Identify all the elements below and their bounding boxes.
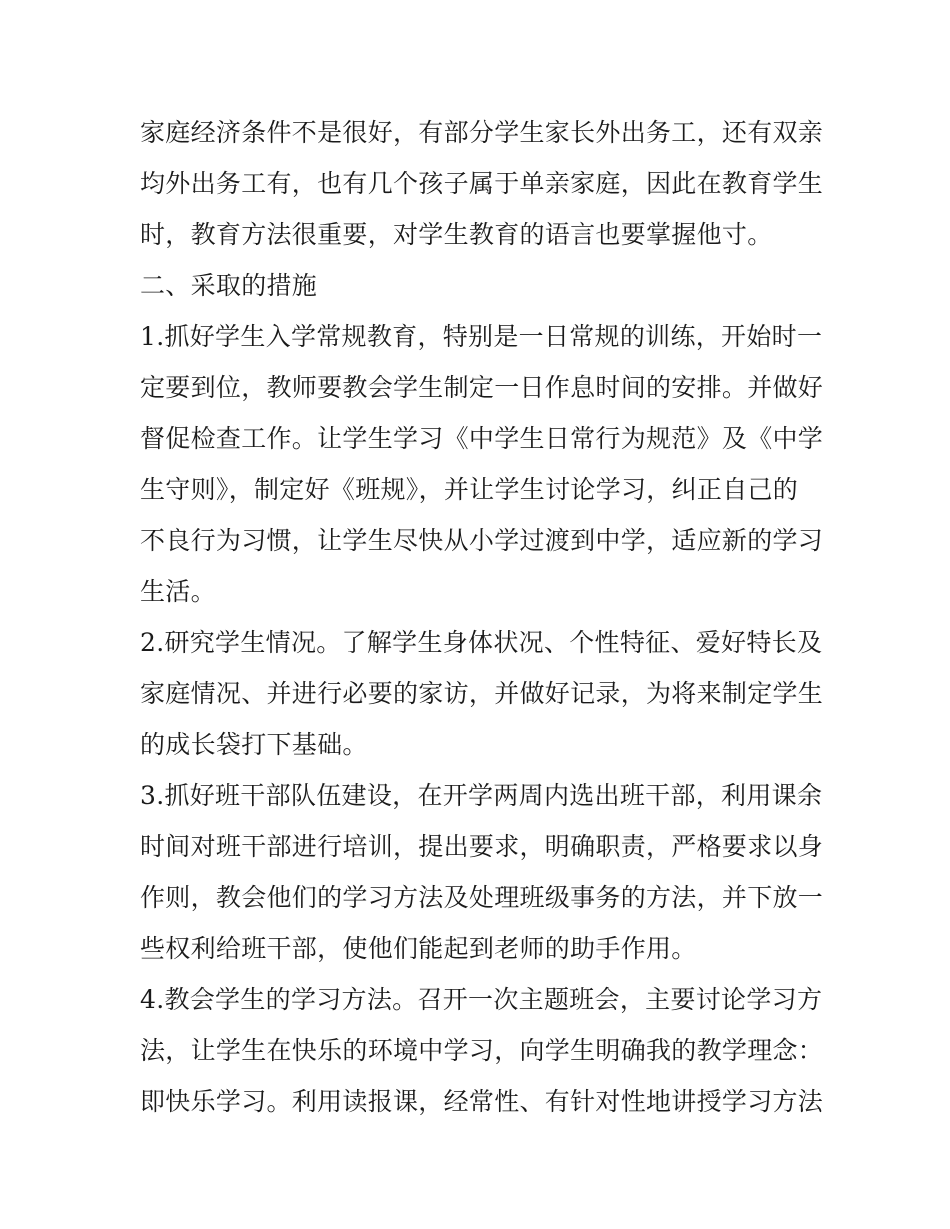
- text-line-13: 的成长袋打下基础。: [140, 730, 368, 759]
- text-line-9: 不良行为习惯，让学生尽快从小学过渡到中学，适应新的学习: [140, 526, 824, 555]
- text-line-1: 家庭经济条件不是很好，有部分学生家长外出务工，还有双亲: [140, 118, 824, 147]
- text-line-8: 生守则》，制定好《班规》，并让学生讨论学习，纠正自己的: [140, 475, 799, 504]
- text-line-16: 作则，教会他们的学习方法及处理班级事务的方法，并下放一: [140, 883, 824, 912]
- text-line-12: 家庭情况、并进行必要的家访，并做好记录，为将来制定学生: [140, 679, 824, 708]
- text-line-14: 3.抓好班干部队伍建设，在开学两周内选出班干部，利用课余: [140, 781, 823, 810]
- text-line-18: 4.教会学生的学习方法。召开一次主题班会，主要讨论学习方: [140, 985, 823, 1014]
- text-line-19: 法，让学生在快乐的环境中学习，向学生明确我的教学理念：: [140, 1036, 824, 1065]
- text-line-10: 生活。: [140, 577, 216, 606]
- text-line-17: 些权利给班干部，使他们能起到老师的助手作用。: [140, 934, 697, 963]
- text-line-5: 1.抓好学生入学常规教育，特别是一日常规的训练，开始时一: [140, 322, 823, 351]
- body-text: [140, 107, 824, 1127]
- text-line-20: 即快乐学习。利用读报课，经常性、有针对性地讲授学习方法: [140, 1087, 824, 1116]
- text-line-7: 督促检查工作。让学生学习《中学生日常行为规范》及《中学: [140, 424, 824, 453]
- text-line-15: 时间对班干部进行培训，提出要求，明确职责，严格要求以身: [140, 832, 824, 861]
- text-line-11: 2.研究学生情况。了解学生身体状况、个性特征、爱好特长及: [140, 628, 823, 657]
- section-heading: 二、采取的措施: [140, 271, 318, 300]
- text-line-2: 均外出务工有，也有几个孩子属于单亲家庭，因此在教育学生: [140, 169, 824, 198]
- text-line-3: 时，教育方法很重要，对学生教育的语言也要掌握他寸。: [140, 220, 773, 249]
- text-line-6: 定要到位，教师要教会学生制定一日作息时间的安排。并做好: [140, 373, 824, 402]
